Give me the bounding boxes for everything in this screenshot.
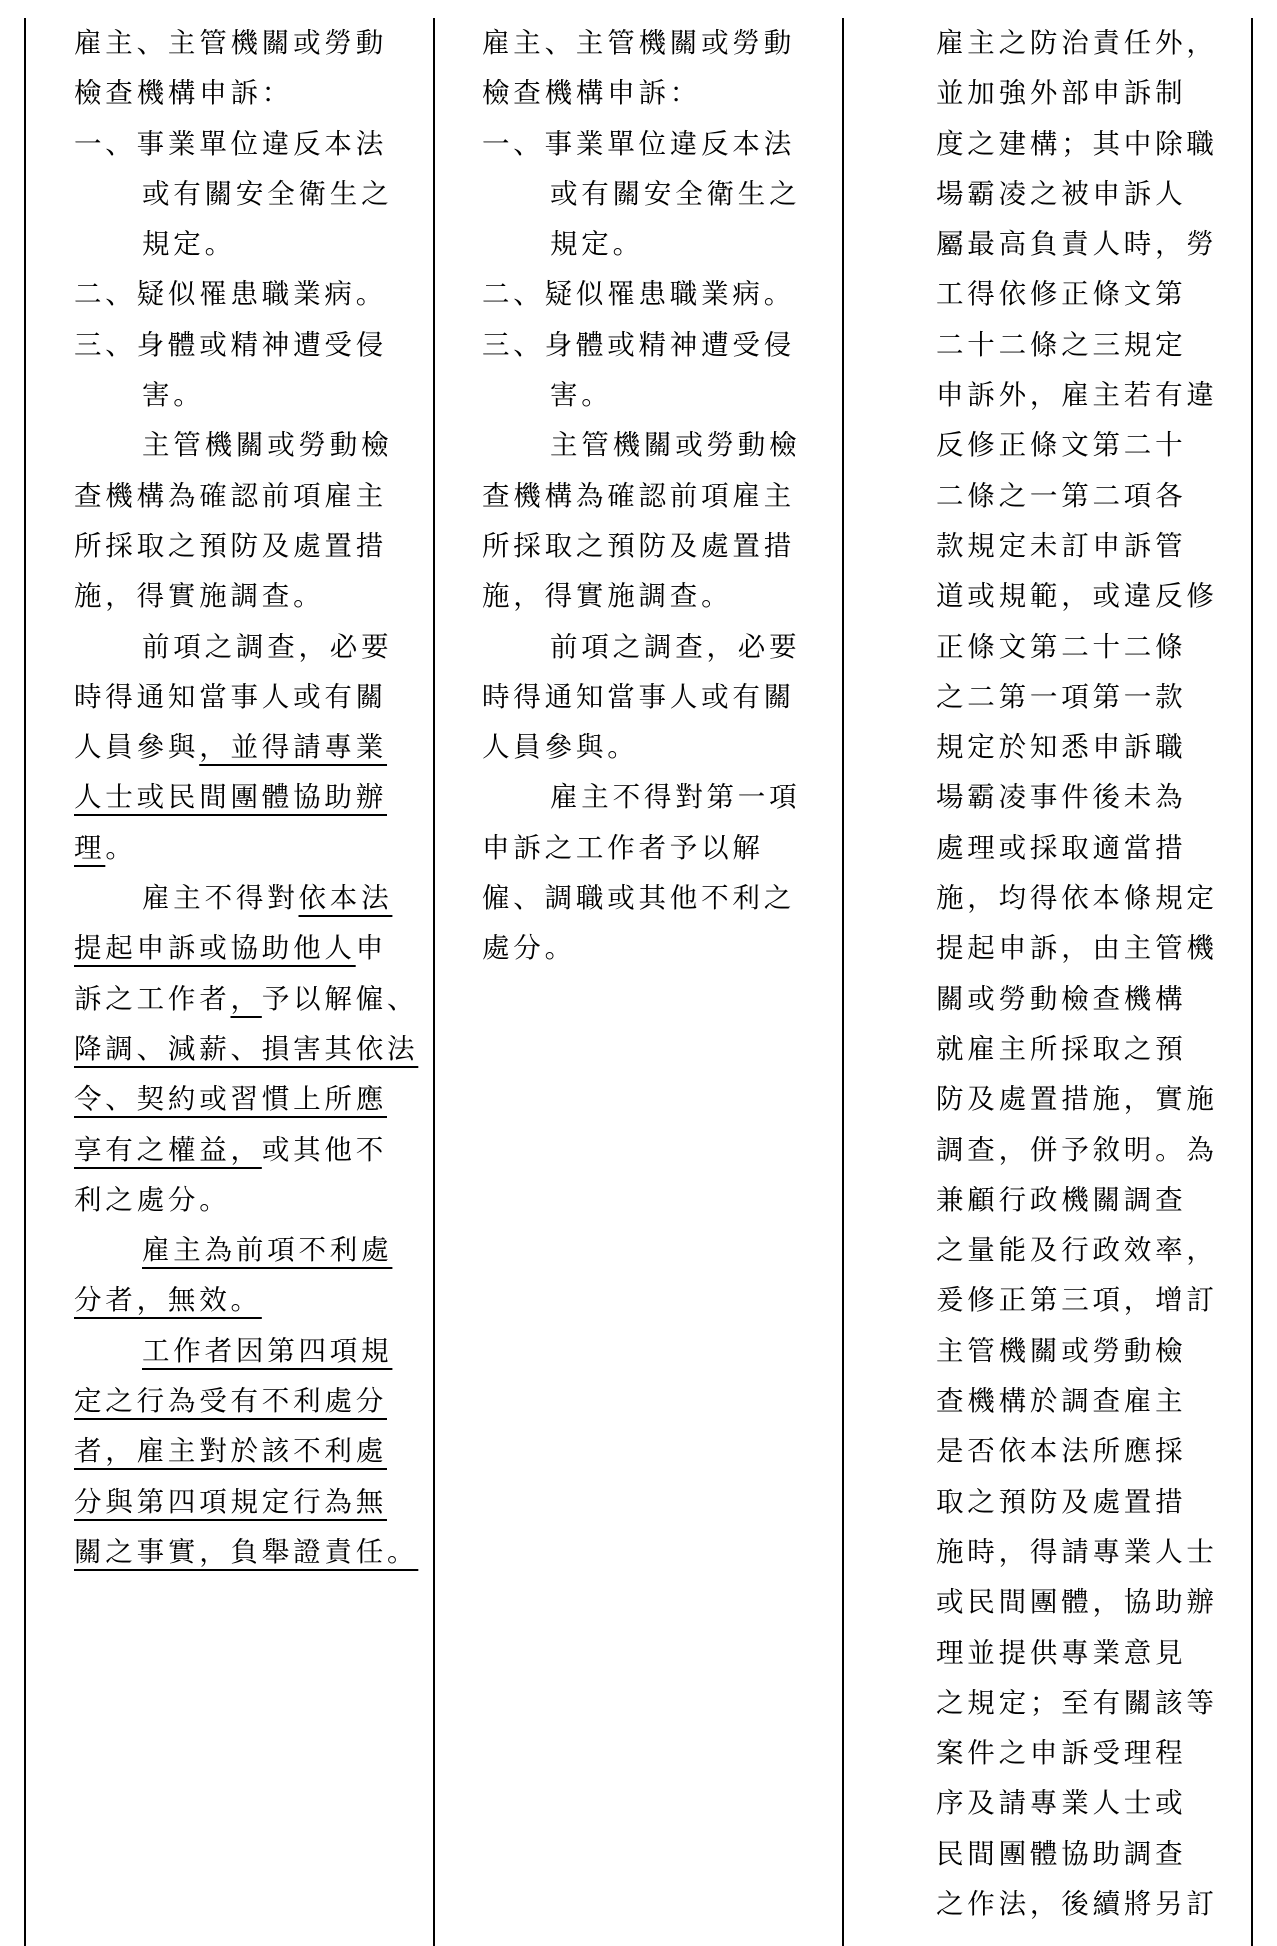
amended-provision-line bbox=[74, 219, 426, 269]
explanation-line bbox=[936, 471, 1246, 521]
current-provision-line bbox=[482, 622, 834, 672]
explanation-line bbox=[936, 873, 1246, 923]
underlined-text: 雇主為前項不利處 bbox=[142, 1234, 393, 1267]
text-segment: 主管機關或勞動檢 bbox=[142, 429, 393, 462]
text-segment: 施，得實施調查。 bbox=[74, 580, 325, 613]
current-provision-line bbox=[482, 269, 834, 319]
text-segment: 民間團體協助調查 bbox=[936, 1837, 1187, 1870]
explanation-line bbox=[936, 1275, 1246, 1325]
current-provision-line bbox=[482, 420, 834, 470]
text-segment: 關或勞動檢查機構 bbox=[936, 982, 1187, 1015]
explanation-line bbox=[936, 1225, 1246, 1275]
text-segment: 申訴外，雇主若有違 bbox=[936, 379, 1218, 412]
amended-provision-line bbox=[74, 18, 426, 68]
current-provision-line bbox=[482, 320, 834, 370]
text-segment: 主管機關或勞動檢 bbox=[936, 1334, 1187, 1367]
amended-provision-line bbox=[74, 320, 426, 370]
amended-provision-line bbox=[74, 1024, 426, 1074]
text-segment: 之作法，後續將另訂 bbox=[936, 1887, 1218, 1920]
amended-provision-line bbox=[74, 1477, 426, 1527]
text-segment: 施時，得請專業人士 bbox=[936, 1535, 1218, 1568]
text-segment: 是否依本法所應採 bbox=[936, 1435, 1187, 1468]
text-segment: 規定。 bbox=[550, 228, 644, 261]
explanation-line bbox=[936, 1074, 1246, 1124]
text-segment: 查機構為確認前項雇主 bbox=[74, 479, 387, 512]
text-segment: 之二第一項第一款 bbox=[936, 680, 1187, 713]
current-provision-line bbox=[482, 571, 834, 621]
text-segment: 規定於知悉申訴職 bbox=[936, 731, 1187, 764]
amended-provision-line bbox=[74, 1426, 426, 1476]
amended-provision-line bbox=[74, 169, 426, 219]
underlined-text: 定之行為受有不利處分 bbox=[74, 1385, 387, 1418]
explanation-line bbox=[936, 622, 1246, 672]
text-segment: 處理或採取適當措 bbox=[936, 831, 1187, 864]
explanation-line bbox=[936, 1577, 1246, 1627]
amended-provision-line bbox=[74, 1376, 426, 1426]
text-segment: 申 bbox=[355, 932, 388, 965]
column-divider-2 bbox=[842, 18, 844, 1946]
text-segment: 工得依修正條文第 bbox=[936, 278, 1187, 311]
current-provision-line bbox=[482, 119, 834, 169]
text-segment: 之量能及行政效率， bbox=[936, 1234, 1218, 1267]
text-segment: 一、事業單位違反本法 bbox=[482, 127, 795, 160]
text-segment: 案件之申訴受理程 bbox=[936, 1737, 1187, 1770]
explanation-column bbox=[936, 18, 1246, 1929]
amended-provision-column bbox=[74, 18, 426, 1577]
explanation-line bbox=[936, 1477, 1246, 1527]
text-segment: 理並提供專業意見 bbox=[936, 1636, 1187, 1669]
amended-provision-line bbox=[74, 269, 426, 319]
explanation-line bbox=[936, 1326, 1246, 1376]
amended-provision-line bbox=[74, 772, 426, 822]
current-provision-line bbox=[482, 722, 834, 772]
amended-provision-line bbox=[74, 873, 426, 923]
explanation-line bbox=[936, 571, 1246, 621]
current-provision-line bbox=[482, 823, 834, 873]
text-segment: 僱、調職或其他不利之 bbox=[482, 882, 795, 915]
amended-provision-line bbox=[74, 119, 426, 169]
column-divider-1 bbox=[433, 18, 435, 1946]
text-segment: 申訴之工作者予以解 bbox=[482, 831, 764, 864]
underlined-text: ，並得請專業 bbox=[199, 731, 388, 764]
text-segment: 爰修正第三項，增訂 bbox=[936, 1284, 1218, 1317]
text-segment: 害。 bbox=[550, 379, 613, 412]
explanation-line bbox=[936, 1628, 1246, 1678]
table-border-left bbox=[24, 18, 26, 1946]
underlined-text: ， bbox=[230, 982, 262, 1015]
explanation-line bbox=[936, 823, 1246, 873]
text-segment: 施，得實施調查。 bbox=[482, 580, 733, 613]
text-segment: 人員參與 bbox=[74, 731, 200, 764]
text-segment: 或有關安全衛生之 bbox=[550, 177, 801, 210]
text-segment: 調查，併予敘明。為 bbox=[936, 1133, 1218, 1166]
current-provision-line bbox=[482, 923, 834, 973]
text-segment: 時得通知當事人或有關 bbox=[482, 680, 795, 713]
text-segment: 規定。 bbox=[142, 228, 236, 261]
explanation-line bbox=[936, 1426, 1246, 1476]
text-segment: 三、身體或精神遭受侵 bbox=[74, 328, 387, 361]
text-segment: 查機構於調查雇主 bbox=[936, 1385, 1187, 1418]
current-provision-line bbox=[482, 370, 834, 420]
text-segment: 予以解僱、 bbox=[261, 982, 419, 1015]
amended-provision-line bbox=[74, 571, 426, 621]
text-segment: 場霸凌事件後未為 bbox=[936, 781, 1187, 814]
current-provision-line bbox=[482, 672, 834, 722]
underlined-text: 者，雇主對於該不利處 bbox=[74, 1435, 387, 1468]
text-segment: 訴之工作者 bbox=[74, 982, 231, 1015]
text-segment: 或有關安全衛生之 bbox=[142, 177, 393, 210]
text-segment: 主管機關或勞動檢 bbox=[550, 429, 801, 462]
explanation-line bbox=[936, 320, 1246, 370]
current-provision-line bbox=[482, 873, 834, 923]
underlined-text: 工作者因第四項規 bbox=[142, 1334, 393, 1367]
explanation-line bbox=[936, 974, 1246, 1024]
text-segment: 所採取之預防及處置措 bbox=[74, 529, 387, 562]
text-segment: 兼顧行政機關調查 bbox=[936, 1183, 1187, 1216]
explanation-line bbox=[936, 722, 1246, 772]
text-segment: 查機構為確認前項雇主 bbox=[482, 479, 795, 512]
table-border-right bbox=[1251, 18, 1253, 1946]
amended-provision-line bbox=[74, 722, 426, 772]
amended-provision-line bbox=[74, 1527, 426, 1577]
text-segment: 檢查機構申訴： bbox=[482, 77, 702, 110]
text-segment: 提起申訴，由主管機 bbox=[936, 932, 1218, 965]
explanation-line bbox=[936, 370, 1246, 420]
text-segment: 雇主、主管機關或勞動 bbox=[482, 27, 795, 59]
text-segment: 或其他不 bbox=[261, 1133, 388, 1166]
text-segment: 二十二條之三規定 bbox=[936, 328, 1187, 361]
explanation-line bbox=[936, 1778, 1246, 1828]
text-segment: 前項之調查，必要 bbox=[142, 630, 393, 663]
amended-provision-line bbox=[74, 672, 426, 722]
text-segment: 雇主之防治責任外， bbox=[936, 27, 1218, 59]
underlined-text: 關之事實，負舉證責任。 bbox=[74, 1535, 419, 1568]
explanation-line bbox=[936, 1527, 1246, 1577]
explanation-line bbox=[936, 219, 1246, 269]
text-segment: 並加強外部申訴制 bbox=[936, 77, 1187, 110]
current-provision-column bbox=[482, 18, 834, 974]
text-segment: 一、事業單位違反本法 bbox=[74, 127, 387, 160]
explanation-line bbox=[936, 772, 1246, 822]
text-segment: 度之建構；其中除職 bbox=[936, 127, 1218, 160]
explanation-line bbox=[936, 169, 1246, 219]
explanation-line bbox=[936, 1125, 1246, 1175]
explanation-line bbox=[936, 1879, 1246, 1929]
text-segment: 反修正條文第二十 bbox=[936, 429, 1187, 462]
text-segment: 雇主、主管機關或勞動 bbox=[74, 27, 387, 59]
text-segment: 防及處置措施，實施 bbox=[936, 1083, 1218, 1116]
amended-provision-line bbox=[74, 420, 426, 470]
amended-provision-line bbox=[74, 68, 426, 118]
text-segment: 或民間團體，協助辦 bbox=[936, 1586, 1218, 1619]
explanation-line bbox=[936, 672, 1246, 722]
current-provision-line bbox=[482, 68, 834, 118]
amended-provision-line bbox=[74, 521, 426, 571]
amended-provision-line bbox=[74, 923, 426, 973]
text-segment: 二條之一第二項各 bbox=[936, 479, 1187, 512]
text-segment: 人員參與。 bbox=[482, 731, 639, 764]
text-segment: 檢查機構申訴： bbox=[74, 77, 294, 110]
underlined-text: 人士或民間團體協助辦 bbox=[74, 781, 387, 814]
explanation-line bbox=[936, 1678, 1246, 1728]
text-segment: 害。 bbox=[142, 379, 205, 412]
explanation-line bbox=[936, 1728, 1246, 1778]
amended-provision-line bbox=[74, 471, 426, 521]
text-segment: 道或規範，或違反修 bbox=[936, 580, 1218, 613]
text-segment: 所採取之預防及處置措 bbox=[482, 529, 795, 562]
amended-provision-line bbox=[74, 823, 426, 873]
text-segment: 取之預防及處置措 bbox=[936, 1485, 1187, 1518]
current-provision-line bbox=[482, 521, 834, 571]
explanation-line bbox=[936, 1376, 1246, 1426]
explanation-line bbox=[936, 68, 1246, 118]
text-segment: 就雇主所採取之預 bbox=[936, 1032, 1187, 1065]
underlined-text: 理 bbox=[74, 831, 106, 864]
amended-provision-line bbox=[74, 370, 426, 420]
underlined-text: 分者，無效。 bbox=[74, 1284, 262, 1317]
text-segment: 場霸凌之被申訴人 bbox=[936, 177, 1187, 210]
underlined-text: 分與第四項規定行為無 bbox=[74, 1485, 387, 1518]
amended-provision-line bbox=[74, 1175, 426, 1225]
amended-provision-line bbox=[74, 622, 426, 672]
amended-provision-line bbox=[74, 1225, 426, 1275]
amended-provision-line bbox=[74, 1275, 426, 1325]
text-segment: 。 bbox=[105, 831, 137, 864]
current-provision-line bbox=[482, 471, 834, 521]
text-segment: 款規定未訂申訴管 bbox=[936, 529, 1187, 562]
text-segment: 屬最高負責人時，勞 bbox=[936, 228, 1218, 261]
explanation-line bbox=[936, 119, 1246, 169]
text-segment: 前項之調查，必要 bbox=[550, 630, 801, 663]
underlined-text: 依本法 bbox=[298, 882, 393, 915]
text-segment: 雇主不得對 bbox=[142, 882, 299, 915]
explanation-line bbox=[936, 521, 1246, 571]
amended-provision-line bbox=[74, 1074, 426, 1124]
explanation-line bbox=[936, 1175, 1246, 1225]
explanation-line bbox=[936, 923, 1246, 973]
text-segment: 施，均得依本條規定 bbox=[936, 882, 1218, 915]
amended-provision-line bbox=[74, 1326, 426, 1376]
underlined-text: 令、契約或習慣上所應 bbox=[74, 1083, 387, 1116]
text-segment: 二、疑似罹患職業病。 bbox=[74, 278, 387, 311]
text-segment: 三、身體或精神遭受侵 bbox=[482, 328, 795, 361]
text-segment: 利之處分。 bbox=[74, 1183, 231, 1216]
current-provision-line bbox=[482, 169, 834, 219]
amended-provision-line bbox=[74, 1125, 426, 1175]
current-provision-line bbox=[482, 18, 834, 68]
underlined-text: 提起申訴或協助他人 bbox=[74, 932, 356, 965]
current-provision-line bbox=[482, 772, 834, 822]
underlined-text: 降調、減薪、損害其依法 bbox=[74, 1032, 419, 1065]
explanation-line bbox=[936, 1829, 1246, 1879]
explanation-line bbox=[936, 1024, 1246, 1074]
text-segment: 正條文第二十二條 bbox=[936, 630, 1187, 663]
text-segment: 之規定；至有關該等 bbox=[936, 1686, 1218, 1719]
text-segment: 二、疑似罹患職業病。 bbox=[482, 278, 795, 311]
text-segment: 雇主不得對第一項 bbox=[550, 781, 801, 814]
current-provision-line bbox=[482, 219, 834, 269]
explanation-line bbox=[936, 420, 1246, 470]
underlined-text: 享有之權益， bbox=[74, 1133, 262, 1166]
explanation-line bbox=[936, 18, 1246, 68]
text-segment: 處分。 bbox=[482, 932, 576, 965]
text-segment: 時得通知當事人或有關 bbox=[74, 680, 387, 713]
text-segment: 序及請專業人士或 bbox=[936, 1787, 1187, 1820]
explanation-line bbox=[936, 269, 1246, 319]
amended-provision-line bbox=[74, 974, 426, 1024]
